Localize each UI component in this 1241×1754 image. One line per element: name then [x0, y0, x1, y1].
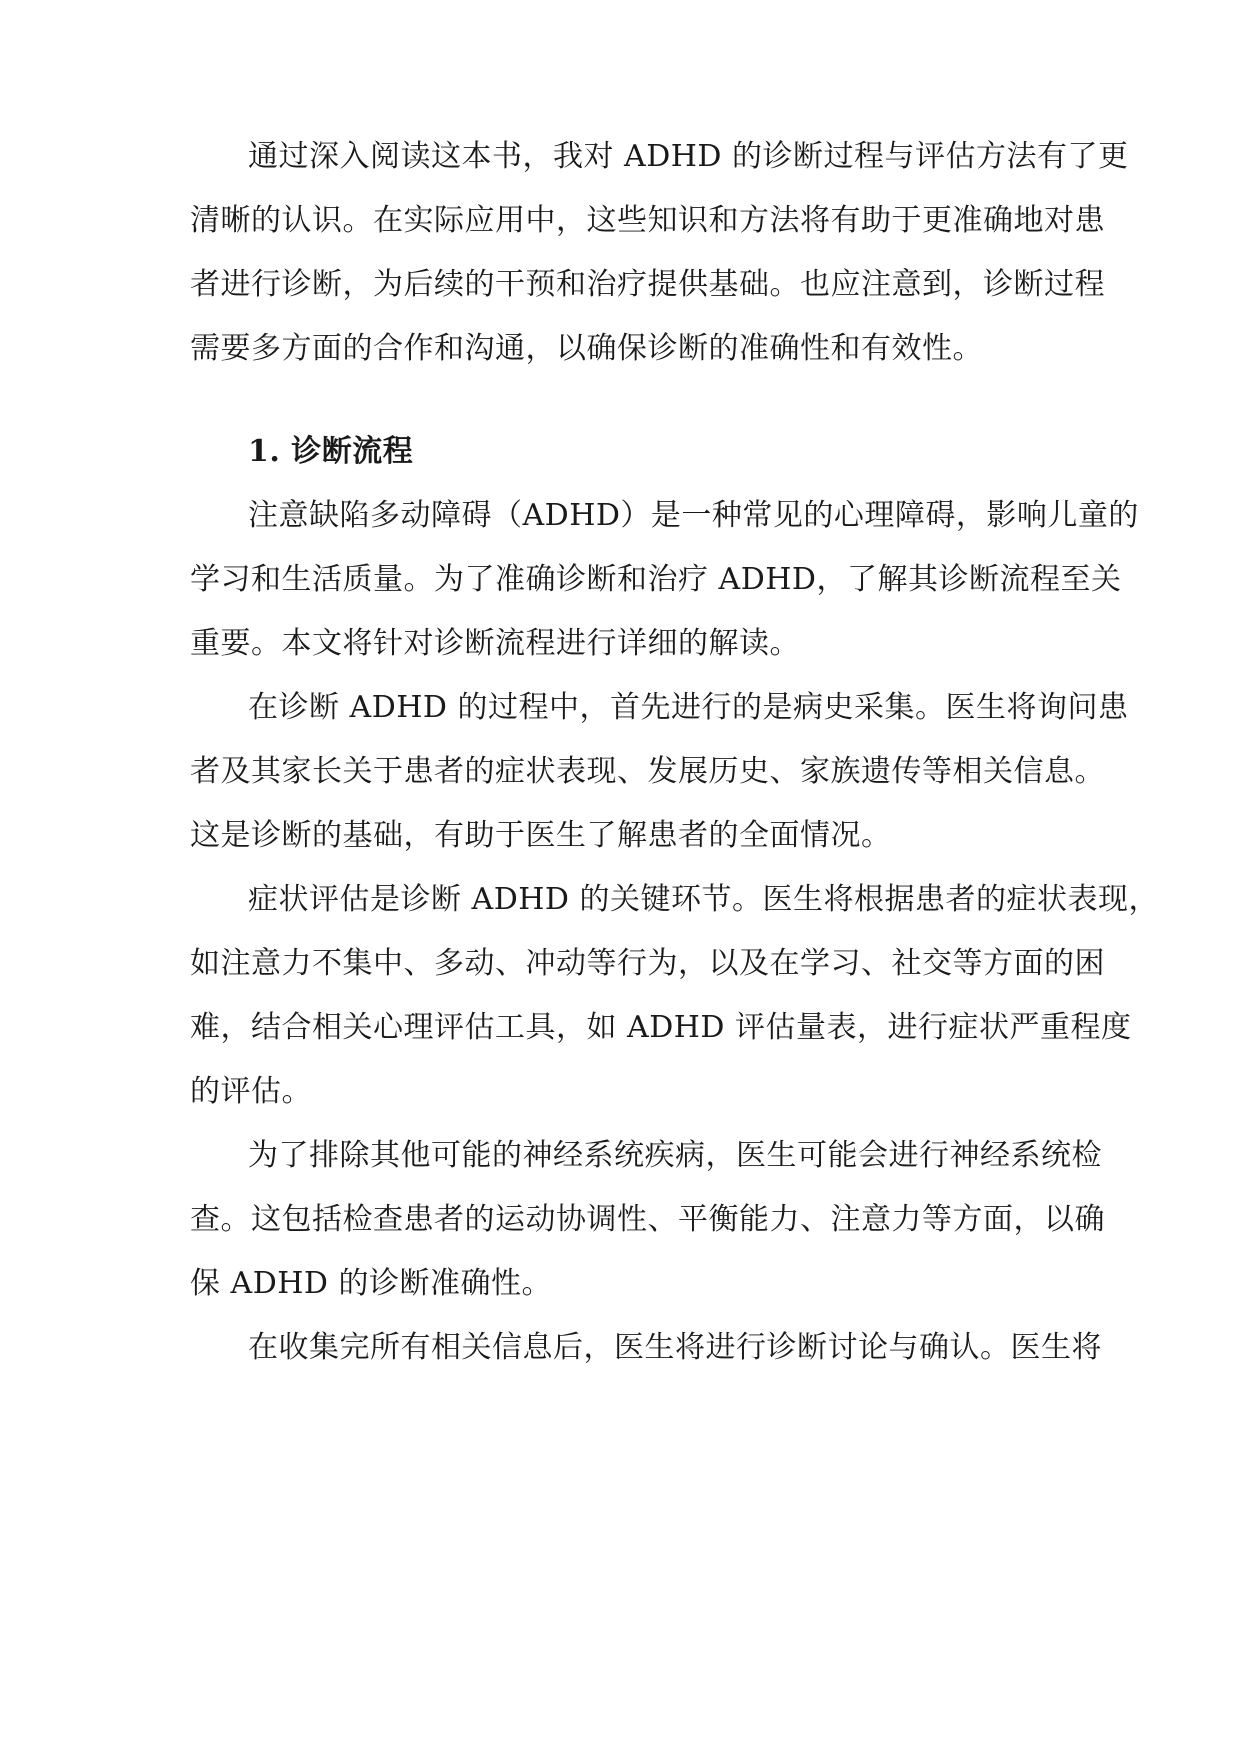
paragraph-2-line-2: 学习和生活质量。为了准确诊断和治疗 ADHD，了解其诊断流程至关 — [190, 562, 1122, 597]
paragraph-5-line-1: 为了排除其他可能的神经系统疾病，医生可能会进行神经系统检 — [248, 1138, 1102, 1173]
paragraph-2-line-3: 重要。本文将针对诊断流程进行详细的解读。 — [190, 626, 800, 661]
paragraph-5-line-3: 保 ADHD 的诊断准确性。 — [190, 1266, 553, 1301]
paragraph-3-line-1: 在诊断 ADHD 的过程中，首先进行的是病史采集。医生将询问患 — [248, 690, 1129, 725]
paragraph-1-line-1: 通过深入阅读这本书，我对 ADHD 的诊断过程与评估方法有了更 — [248, 139, 1129, 174]
paragraph-3-line-2: 者及其家长关于患者的症状表现、发展历史、家族遗传等相关信息。 — [190, 754, 1105, 789]
paragraph-6-line-1: 在收集完所有相关信息后，医生将进行诊断讨论与确认。医生将 — [248, 1330, 1102, 1365]
paragraph-4-line-3: 难，结合相关心理评估工具，如 ADHD 评估量表，进行症状严重程度 — [190, 1010, 1132, 1045]
paragraph-4-line-1: 症状评估是诊断 ADHD 的关键环节。医生将根据患者的症状表现， — [248, 882, 1160, 917]
paragraph-2-line-1: 注意缺陷多动障碍（ADHD）是一种常见的心理障碍，影响儿童的 — [248, 498, 1139, 533]
paragraph-1-line-4: 需要多方面的合作和沟通，以确保诊断的准确性和有效性。 — [190, 331, 983, 366]
paragraph-3-line-3: 这是诊断的基础，有助于医生了解患者的全面情况。 — [190, 818, 892, 853]
section-heading: 1. 诊断流程 — [248, 434, 414, 469]
paragraph-5-line-2: 查。这包括检查患者的运动协调性、平衡能力、注意力等方面，以确 — [190, 1202, 1105, 1237]
paragraph-4-line-2: 如注意力不集中、多动、冲动等行为，以及在学习、社交等方面的困 — [190, 946, 1105, 981]
paragraph-4-line-4: 的评估。 — [190, 1074, 312, 1109]
paragraph-1-line-3: 者进行诊断，为后续的干预和治疗提供基础。也应注意到，诊断过程 — [190, 267, 1105, 302]
paragraph-1-line-2: 清晰的认识。在实际应用中，这些知识和方法将有助于更准确地对患 — [190, 203, 1105, 238]
